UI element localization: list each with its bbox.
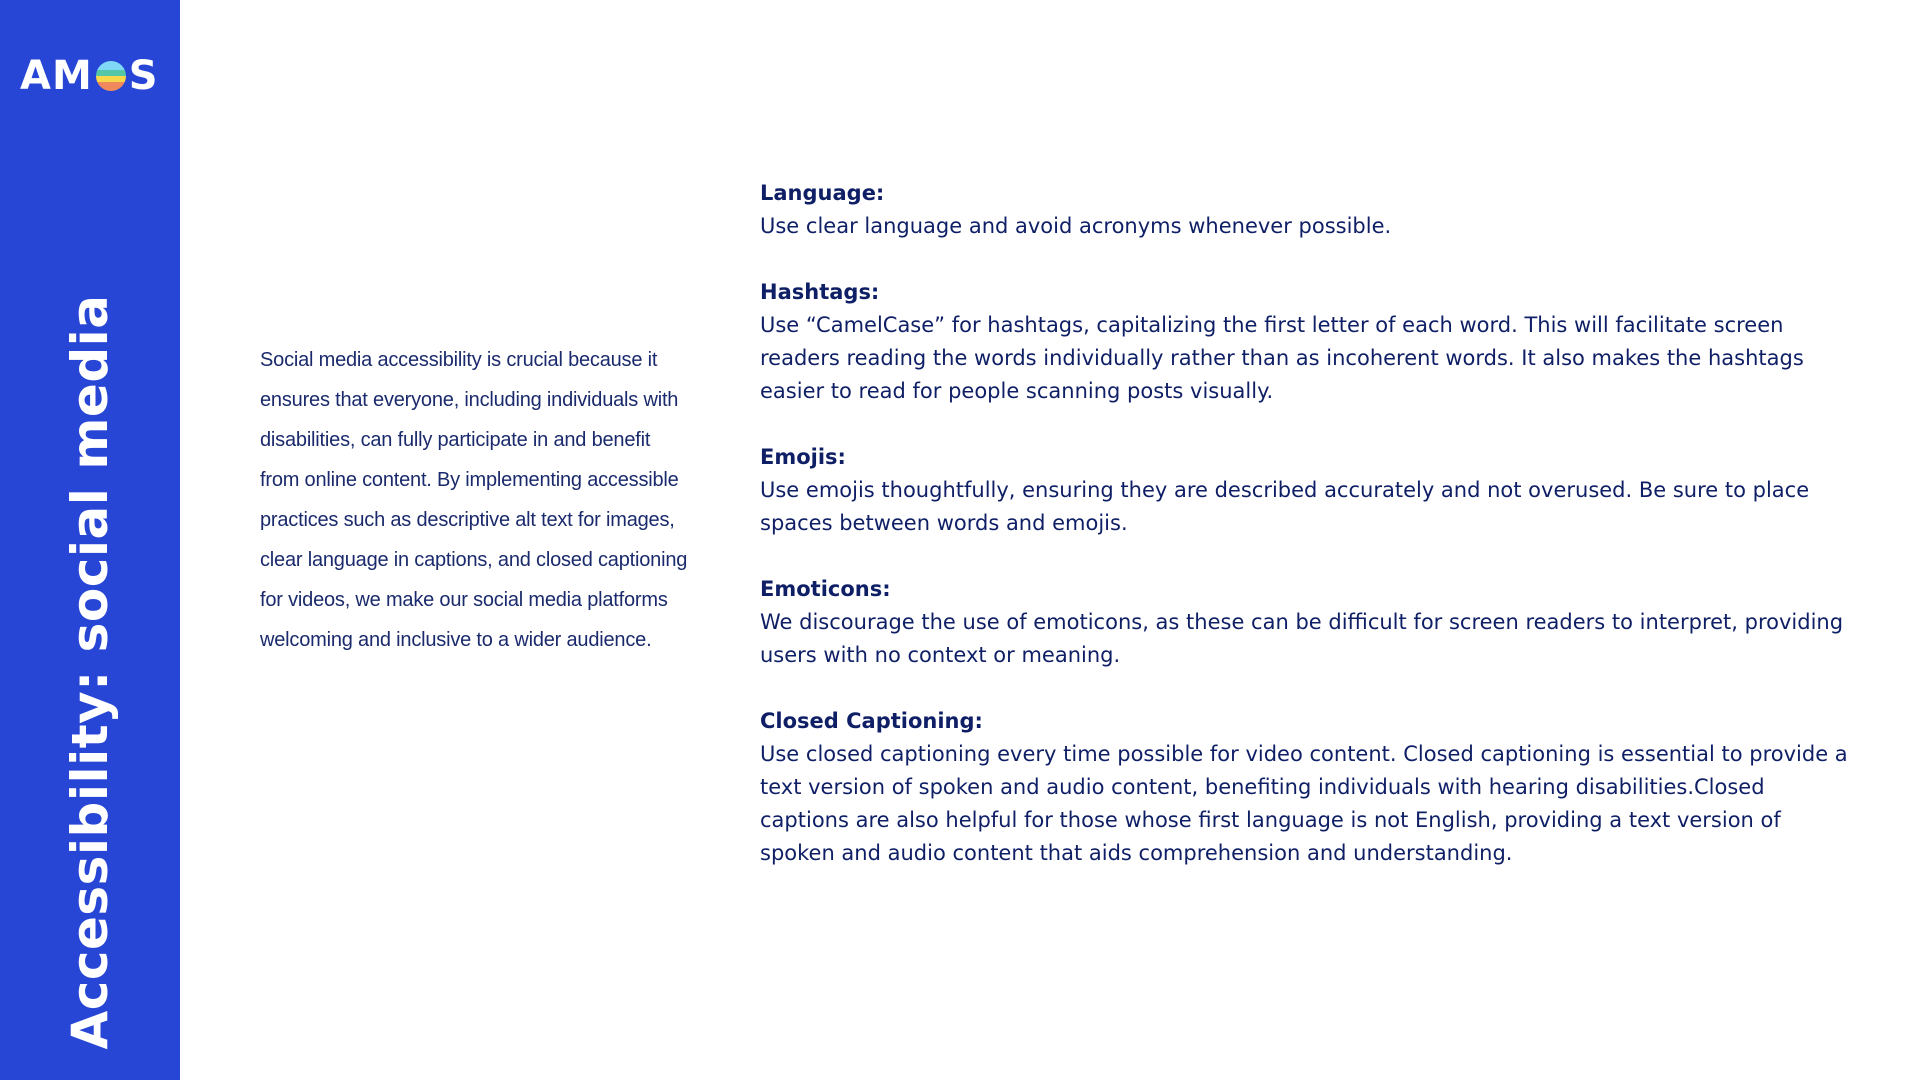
vertical-title-area bbox=[0, 0, 180, 1080]
page-title: Accessibility: social media bbox=[61, 294, 119, 1050]
logo-text-left: AM bbox=[20, 53, 93, 99]
sidebar bbox=[0, 0, 180, 1080]
guideline-body: Use emojis thoughtfully, ensuring they are described accurately and not overused. Be sure to place spaces between words and emojis. bbox=[760, 478, 1810, 535]
guideline-body: Use “CamelCase” for hashtags, capitalizing the first letter of each word. This will facilitate screen readers reading the words individually rather than as incoherent words. It also makes the hashtags easier to read for people scanning posts visually. bbox=[760, 313, 1804, 403]
guideline-emojis bbox=[760, 441, 1850, 540]
guideline-body: We discourage the use of emoticons, as these can be difficult for screen readers to interpret, providing users with no context or meaning. bbox=[760, 610, 1844, 667]
guideline-heading: Emojis: bbox=[760, 445, 846, 469]
guideline-body: Use clear language and avoid acronyms whenever possible. bbox=[760, 214, 1392, 238]
guideline-hashtags bbox=[760, 276, 1850, 408]
guideline-heading: Closed Captioning: bbox=[760, 709, 983, 733]
guideline-body: Use closed captioning every time possible for video content. Closed captioning is essential to provide a text version of spoken and audio content, benefiting individuals with hearing disabilities.Closed captions are also helpful for those whose first language is not English, providing a text version of spoken and audio content that aids comprehension and understanding. bbox=[760, 742, 1848, 865]
guideline-language bbox=[760, 177, 1850, 243]
logo-text-right: S bbox=[128, 53, 159, 99]
guideline-heading: Language: bbox=[760, 181, 885, 205]
guideline-heading: Hashtags: bbox=[760, 280, 880, 304]
intro-paragraph: Social media accessibility is crucial because it ensures that everyone, including individuals with disabilities, can fully participate in and benefit from online content. By implementing accessible practices such as descriptive alt text for images, clear language in captions, and closed captioning for videos, we make our social media platforms welcoming and inclusive to a wider audience. bbox=[260, 349, 688, 651]
guideline-heading: Emoticons: bbox=[760, 577, 891, 601]
guideline-emoticons bbox=[760, 573, 1850, 672]
guideline-closed-captioning bbox=[760, 705, 1850, 870]
guidelines-list bbox=[760, 177, 1850, 903]
